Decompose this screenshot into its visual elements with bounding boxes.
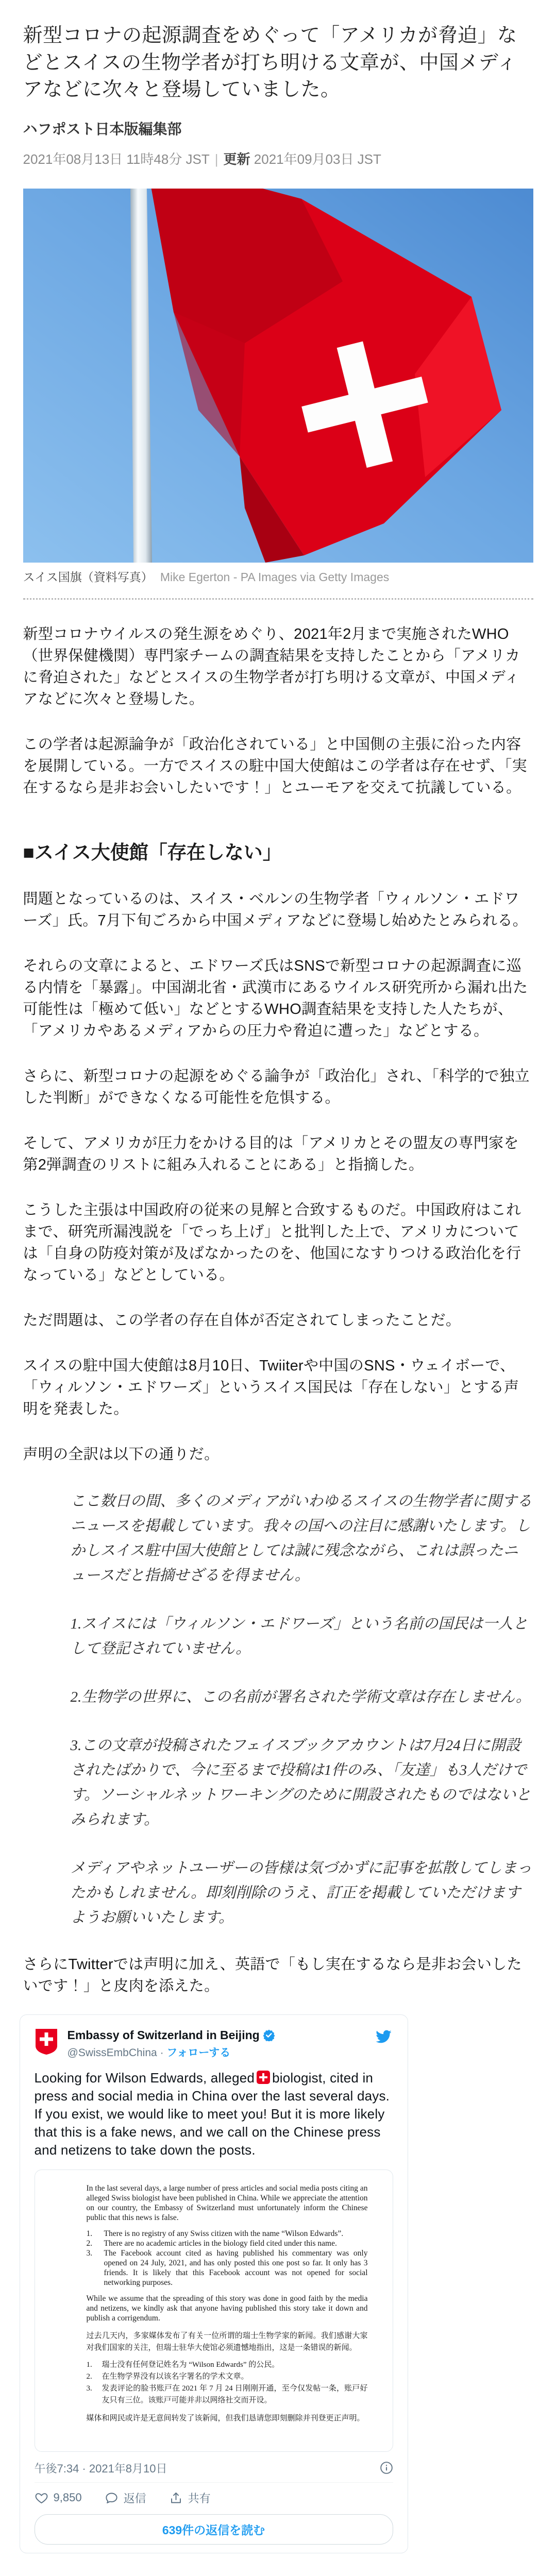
statement-en-list	[87, 2229, 368, 2287]
paragraph: ただ問題は、この学者の存在自体が否定されてしまったことだ。	[23, 1312, 461, 1329]
paragraph: それらの文章によると、エドワーズ氏はSNSで新型コロナの起源調査に巡る内情を「暴露」。中国湖北省・武漢市にあるウイルス研究所から漏れ出た可能性は「極めて低い」などとするWHO調査結果を支持した人たちが、「アメリカやあるメディアからの圧力や脅迫に遭った」などとする。	[23, 957, 528, 1039]
paragraph: こうした主張は中国政府の従来の見解と合致するものだ。中国政府はこれまで、研究所漏洩説を「でっち上げ」と批判した上で、アメリカについては「自身の防疫対策が及ばなかったのを、他国になすりつける政治化を行なっている」などとしている。	[23, 1201, 521, 1283]
list-number: 1.	[86, 2360, 92, 2369]
list-text: There is no registry of any Swiss citizen with the name “Wilson Edwards”.	[104, 2229, 344, 2238]
twitter-bird-icon[interactable]	[374, 2028, 393, 2045]
tweet-identity	[68, 2028, 369, 2060]
article	[23, 0, 533, 2576]
section-heading: ■スイス大使館「存在しない」	[23, 841, 282, 863]
list-text: There are no academic articles in the biology field cited under this name.	[104, 2239, 337, 2248]
statement-zh-list	[87, 2359, 368, 2406]
byline-separator: |	[214, 151, 218, 167]
share-icon	[169, 2491, 183, 2505]
like-button[interactable]	[35, 2491, 82, 2505]
quote-paragraph: メディアやネットユーザーの皆様は気づかずに記事を拡散してしまったかもしれません。即刻削除のうえ、訂正を掲載していただけますようお願いいたします。	[70, 1859, 532, 1926]
statement-image[interactable]	[35, 2170, 393, 2452]
read-replies-button[interactable]: 639件の返信を読む	[35, 2514, 393, 2545]
statement-zh-intro: 过去几天内，多家媒体发布了有关一位所谓的瑞士生物学家的新闻。我们感谢大家对我们国家的关注，但瑞士驻华大使馆必须遗憾地指出，这是一条错误的新闻。	[86, 2331, 368, 2352]
updated-date: 2021年09月03日 JST	[254, 151, 381, 167]
tweet-actions	[35, 2483, 393, 2511]
heart-icon	[35, 2491, 48, 2505]
quote-paragraph: 2.生物学の世界に、この名前が署名された学術文章は存在しません。	[70, 1688, 531, 1705]
tweet-handle-row	[68, 2044, 369, 2060]
author-name[interactable]: ハフポスト日本版編集部	[23, 121, 182, 137]
paragraph: 問題となっているのは、スイス・ベルンの生物学者「ウィルソン・エドワーズ」氏。7月下旬ごろから中国メディアなどに登場し始めたとみられる。	[23, 890, 528, 929]
handle-separator: ·	[160, 2046, 164, 2059]
tweet-display-name-row[interactable]	[68, 2028, 369, 2042]
statement-english	[87, 2183, 368, 2323]
verified-badge-icon	[263, 2029, 275, 2041]
quote-paragraph: ここ数日の間、多くのメディアがいわゆるスイスの生物学者に関するニュースを掲載しています。我々の国への注目に感謝いたします。しかしスイス駐中国大使館としては誠に残念ながら、これは誤ったニュースだと指摘せざるを得ません。	[70, 1493, 532, 1584]
tweet-handle[interactable]: @SwissEmbChina	[67, 2046, 157, 2059]
list-number: 2.	[86, 2372, 92, 2381]
list-text: 发表评论的脸书账户在 2021 年 7 月 24 日刚刚开通，至今仅发帖一条，账户好友只有三位。该账户可能并非以网络社交而开设。	[102, 2384, 368, 2404]
tweet-text-part: biologist, cited in press and social media in China over the last several days. If you exist, we would like to meet you! But it is more likely that this is a fake news, and we call on the Chinese press and netizens to take down the posts.	[34, 2070, 390, 2158]
caption-text: スイス国旗（資料写真）	[23, 570, 153, 584]
follow-link[interactable]: フォローする	[166, 2046, 231, 2059]
reply-label: 返信	[123, 2492, 146, 2505]
info-icon[interactable]	[380, 2461, 393, 2475]
image-caption	[23, 568, 533, 585]
paragraph: さらにTwitterでは声明に加え、英語で「もし実在するなら是非お会いしたいです！」と皮肉を添えた。	[23, 1956, 522, 1994]
page-title: 新型コロナの起源調査をめぐって「アメリカが脅迫」などとスイスの生物学者が打ち明ける文章が、中国メディアなどに次々と登場していました。	[23, 25, 517, 101]
list-number: 3.	[86, 2384, 92, 2393]
statement-en-closing: While we assume that the spreading of this story was done in good faith by the media and netizens, we kindly ask that anyone having published this story take it down and publish a corrigendum.	[86, 2294, 368, 2323]
publish-date: 2021年08月13日 11時48分 JST	[23, 151, 210, 167]
paragraph: そして、アメリカが圧力をかける目的は「アメリカとその盟友の専門家を第2弾調査のリストに組み入れることにある」と指摘した。	[23, 1134, 519, 1173]
tweet-header	[35, 2028, 393, 2060]
like-count: 9,850	[53, 2491, 82, 2504]
list-text: 瑞士没有任何登记姓名为 “Wilson Edwards” 的公民。	[102, 2360, 280, 2369]
share-button[interactable]	[169, 2490, 211, 2506]
paragraph: スイスの駐中国大使館は8月10日、Twiiterや中国のSNS・ウェイボーで、「ウィルソン・エドワーズ」というスイス国民は「存在しない」とする声明を発表した。	[23, 1357, 519, 1417]
swiss-flag-emoji-icon	[257, 2071, 270, 2084]
embassy-statement-quote	[23, 1489, 533, 1930]
tweet-embed[interactable]	[20, 2014, 408, 2553]
hero-figure	[23, 189, 533, 585]
tweet-text	[35, 2069, 393, 2159]
tweet-text-part: Looking for Wilson Edwards, alleged	[34, 2070, 255, 2086]
statement-zh-closing: 媒体和网民或许是无意间转发了该新闻，但我们恳请您即刻删除并刊登更正声明。	[86, 2414, 365, 2422]
statement-chinese	[87, 2330, 368, 2425]
paragraph: この学者は起源論争が「政治化されている」と中国側の主張に沿った内容を展開している。一方でスイスの駐中国大使館はこの学者は存在せず、「実在するなら是非お会いしたいです！」とユーモアを交えて抗議している。	[23, 736, 528, 796]
list-number: 1.	[86, 2229, 93, 2238]
list-text: 在生物学界没有以该名字署名的学术文章。	[102, 2372, 249, 2381]
paragraph: さらに、新型コロナの起源をめぐる論争が「政治化」され、「科学的で独立した判断」ができなくなる可能性を危惧する。	[23, 1067, 530, 1106]
swiss-flag-photo	[23, 189, 533, 563]
list-number: 2.	[86, 2239, 93, 2248]
image-credit: Mike Egerton - PA Images via Getty Images	[160, 570, 390, 584]
dotted-divider	[23, 598, 533, 600]
share-label: 共有	[188, 2492, 211, 2505]
quote-paragraph: 3.この文章が投稿されたフェイスブックアカウントは7月24日に開設されたばかりで、今に至るまで投稿は1件のみ、「友達」も3人だけです。ソーシャルネットワーキングのために開設されたものではないとみられます。	[70, 1737, 531, 1828]
reply-button[interactable]	[105, 2490, 146, 2506]
tweet-meta-row	[35, 2460, 393, 2476]
byline	[23, 149, 533, 168]
statement-en-intro: In the last several days, a large number of press articles and social media posts citing an alleged Swiss biologist have been published in China. While we appreciate the attention on our country, the Embassy of Switzerland must unfortunately inform the Chinese public that this news is false.	[86, 2183, 368, 2222]
tweet-display-name[interactable]: Embassy of Switzerland in Beijing	[67, 2028, 260, 2042]
list-text: The Facebook account cited as having published his commentary was only opened on 24 July, 2021, and has only posted this one post so far. It only has 3 friends. It is likely that this Facebook account was not opened for social networking purposes.	[104, 2248, 368, 2287]
reply-bubble-icon	[105, 2491, 119, 2505]
tweet-timestamp[interactable]: 午後7:34 · 2021年8月10日	[34, 2462, 167, 2475]
updated-label: 更新	[223, 151, 250, 167]
quote-paragraph: 1.スイスには「ウィルソン・エドワーズ」という名前の国民は一人として登記されていません。	[70, 1615, 528, 1657]
paragraph: 新型コロナウイルスの発生源をめぐり、2021年2月まで実施されたWHO（世界保健機関）専門家チームの調査結果を支持したことから「アメリカに脅迫された」などとスイスの生物学者が打ち明ける文章が、中国メディアなどに次々と登場した。	[23, 625, 520, 707]
swiss-embassy-shield-avatar[interactable]	[35, 2028, 58, 2055]
list-number: 3.	[86, 2248, 93, 2258]
paragraph: 声明の全訳は以下の通りだ。	[23, 1446, 220, 1463]
